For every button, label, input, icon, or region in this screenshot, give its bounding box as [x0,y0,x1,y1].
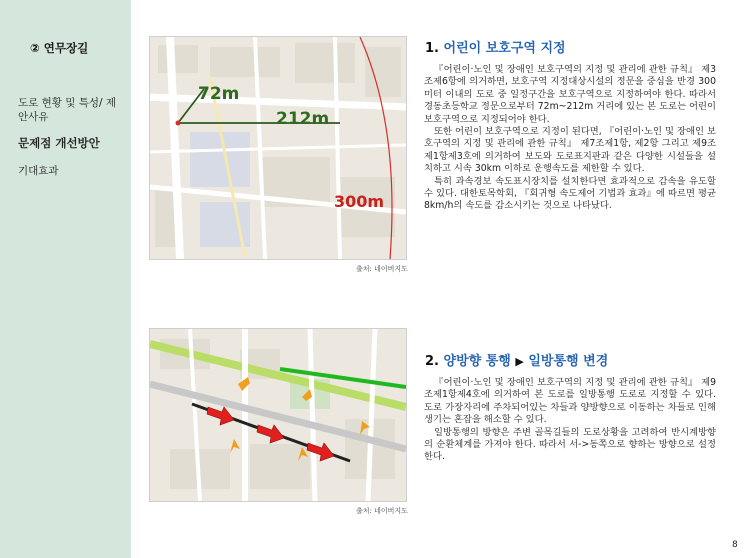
sidebar-item-road-status[interactable]: 도로 현황 및 특성/ 제안사유 [18,97,117,123]
map1-credit: 출처: 네이버지도 [356,265,408,273]
map1-graphic [150,37,406,259]
sidebar-item-improvements[interactable]: 문제점 개선방안 [18,136,100,150]
distance-label-72m: 72m [198,84,240,104]
sidebar-title: ② 연무장길 [30,41,89,55]
section1-number: 1. [425,41,439,56]
section1-paragraph-1: 『어린이·노인 및 장애인 보호구역의 지정 및 관리에 관한 규칙』 제3조제6항에 의거하면, 보호구역 지정대상시설의 정문을 중심을 반경 300미터 이내의 도로 중 일정구간을 보호구역으로 지정하여야 한다. 따라서 경동초등학교 정문으로부터 72m~212m 거리에 있는 본 도로는 어린이 보호구역으로 지정되어야 한다. [424,64,716,125]
section2-number: 2. [425,354,439,369]
map2-credit: 출처: 네이버지도 [356,507,408,515]
section2-paragraph-1: 『어린이·노인 및 장애인 보호구역의 지정 및 관리에 관한 규칙』 제9조제1항제4호에 의거하여 본 도로를 일방통행 도로로 지정할 수 있다. 도로 가장자리에 주차되어있는 차들과 양방향으로 이동하는 차들로 인해 생기는 혼잡을 해소할 수 있다. [424,377,716,426]
section2-title-left: 양방향 통행 [443,354,511,369]
section1-body [424,64,716,213]
section1-title-text: 어린이 보호구역 지정 [443,41,566,56]
school-zone-map [149,36,407,260]
sidebar-item-expected-effects[interactable]: 기대효과 [18,165,59,177]
section1-paragraph-3: 특히 과속경보 속도표시장치를 설치한다면 효과적으로 감속을 유도할 수 있다. 대한토목학회, 『회귀형 속도제어 기법과 효과』에 따르면 평균 8km/h의 속도를 감소시키는 것으로 나타났다. [424,175,716,212]
distance-label-300m: 300m [334,192,385,211]
section1-title [425,37,566,56]
sidebar [0,0,131,558]
section1-paragraph-2: 또한 어린이 보호구역으로 지정이 된다면, 『어린이·노인 및 장애인 보호구역의 지정 및 관리에 관한 규칙』 제7조제1항, 제2항 그리고 제9조제1항제3호에 의거하여 보도와 도로표지판과 같은 다양한 시설들을 설치하고 시속 30km 이하로 운행속도를 제한할 수 있다. [424,126,716,175]
section2-paragraph-2: 일방통행의 방향은 주변 골목길들의 도로상황을 고려하여 반시계방향의 순환체계를 가져야 한다. 따라서 서->동쪽으로 향하는 방향으로 설정한다. [424,426,716,463]
map2-graphic [150,329,406,501]
section2-title [425,350,608,369]
section2-body [424,377,716,464]
distance-label-212m: 212m [276,109,330,129]
section2-arrow-icon: ▶ [515,355,524,368]
page-number: 8 [732,540,738,550]
section2-title-right: 일방통행 변경 [528,354,609,369]
one-way-map [149,328,407,502]
